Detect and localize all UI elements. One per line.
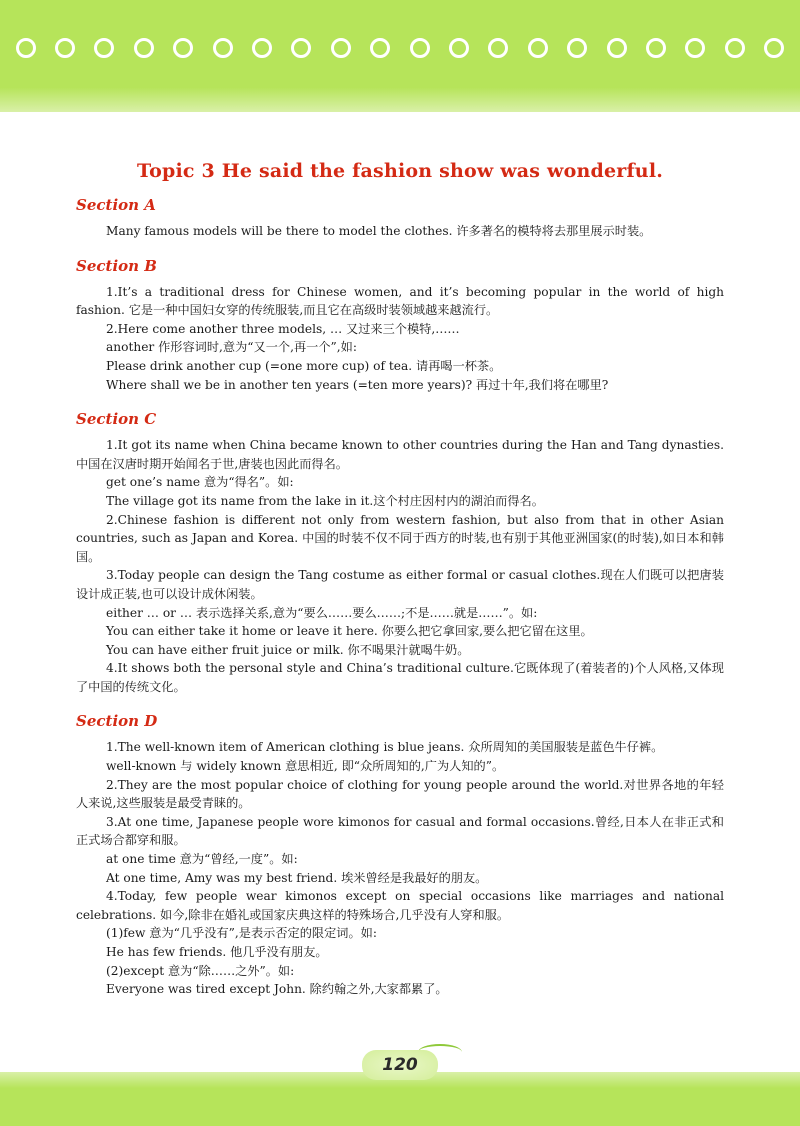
section-d-line: He has few friends. 他几乎没有朋友。 (106, 945, 328, 959)
section-c-line: get one’s name 意为“得名”。如: (106, 475, 294, 490)
section-d-line: At one time, Amy was my best friend. 埃米曾经是我最好的朋友。 (106, 870, 488, 885)
section-d-line: 2.They are the most popular choice of clothing for young people around the world.对世界各地的年轻人来说,这些服装是最受青睐的。 (76, 777, 724, 811)
section-b-heading: Section B (76, 256, 157, 275)
section-d-line: at one time 意为“曾经,一度”。如: (106, 852, 298, 867)
section-d-heading: Section D (76, 712, 158, 731)
section-d-line: well-known 与 widely known 意思相近, 即“众所周知的,广为人知的”。 (106, 759, 505, 774)
decor-circle-icon (488, 38, 508, 58)
header-circles (0, 38, 800, 68)
decor-circle-icon (764, 38, 784, 58)
decor-circle-icon (567, 38, 587, 58)
decor-circle-icon (55, 38, 75, 58)
decor-circle-icon (134, 38, 154, 58)
decor-circle-icon (528, 38, 548, 58)
section-d-line: (1)few 意为“几乎没有”,是表示否定的限定词。如: (106, 926, 377, 941)
page-content (76, 160, 724, 999)
decor-circle-icon (685, 38, 705, 58)
section-b-line: Where shall we be in another ten years (=ten more years)? 再过十年,我们将在哪里? (106, 377, 609, 392)
decor-circle-icon (16, 38, 36, 58)
decor-circle-icon (213, 38, 233, 58)
section-c-line: 2.Chinese fashion is different not only from western fashion, but also from that in other Asian countries, such as Japan and Korea. 中国的时装不仅不同于西方的时装,也有别于其他亚洲国家(的时装),如日本和韩国。 (76, 512, 724, 564)
section-c-line: The village got its name from the lake in it.这个村庄因村内的湖泊而得名。 (106, 493, 544, 508)
decor-circle-icon (331, 38, 351, 58)
section-c-line: 1.It got its name when China became known to other countries during the Han and Tang dynasties. 中国在汉唐时期开始闻名于世,唐装也因此而得名。 (76, 438, 724, 471)
section-c-line: 3.Today people can design the Tang costume as either formal or casual clothes.现在人们既可以把唐装设计成正装,也可以设计成休闲装。 (76, 568, 724, 601)
decor-circle-icon (370, 38, 390, 58)
decor-circle-icon (449, 38, 469, 58)
section-a-heading: Section A (76, 196, 156, 214)
decor-circle-icon (252, 38, 272, 58)
decor-circle-icon (646, 38, 666, 58)
section-d-line: Everyone was tired except John. 除约翰之外,大家都累了。 (106, 982, 448, 997)
section-d-line: 4.Today, few people wear kimonos except on special occasions like marriages and national celebrations. 如今,除非在婚礼或国家庆典这样的特殊场合,几乎没有人穿和服。 (76, 889, 724, 922)
section-c-line: 4.It shows both the personal style and China’s traditional culture.它既体现了(着装者的)个人风格,又体现了中国的传统文化。 (76, 661, 724, 694)
section-b-line: another 作形容词时,意为“又一个,再一个”,如: (106, 340, 357, 355)
decor-circle-icon (94, 38, 114, 58)
section-c-heading: Section C (76, 410, 157, 429)
section-c-line: You can either take it home or leave it here. 你要么把它拿回家,要么把它留在这里。 (106, 624, 593, 639)
section-b-line: 1.It’s a traditional dress for Chinese women, and it’s becoming popular in the world of high fashion. 它是一种中国妇女穿的传统服装,而且它在高级时装领域越来越流行。 (76, 284, 724, 318)
section-d-line: 3.At one time, Japanese people wore kimonos for casual and formal occasions.曾经,日本人在非正式和正式场合都穿和服。 (76, 814, 724, 848)
decor-circle-icon (607, 38, 627, 58)
header-band (0, 0, 800, 112)
section-c-line: either … or … 表示选择关系,意为“要么……要么……;不是……就是……”。如: (106, 605, 538, 620)
section-a-line: Many famous models will be there to model the clothes. 许多著名的模特将去那里展示时装。 (106, 224, 652, 238)
decor-circle-icon (173, 38, 193, 58)
decor-circle-icon (291, 38, 311, 58)
footer-band (0, 1072, 800, 1126)
section-d-line: 1.The well-known item of American clothing is blue jeans. 众所周知的美国服装是蓝色牛仔裤。 (106, 740, 664, 755)
decor-circle-icon (725, 38, 745, 58)
section-c-line: You can have either fruit juice or milk. 你不喝果汁就喝牛奶。 (106, 642, 470, 657)
page-title: Topic 3 He said the fashion show was wonderful. (136, 160, 664, 182)
decor-circle-icon (410, 38, 430, 58)
section-b-line: Please drink another cup (=one more cup) of tea. 请再喝一杯茶。 (106, 358, 502, 373)
section-d-line: (2)except 意为“除……之外”。如: (106, 963, 295, 978)
section-b-line: 2.Here come another three models, … 又过来三个模特,…… (106, 321, 460, 336)
page-number: 120 (362, 1050, 438, 1080)
